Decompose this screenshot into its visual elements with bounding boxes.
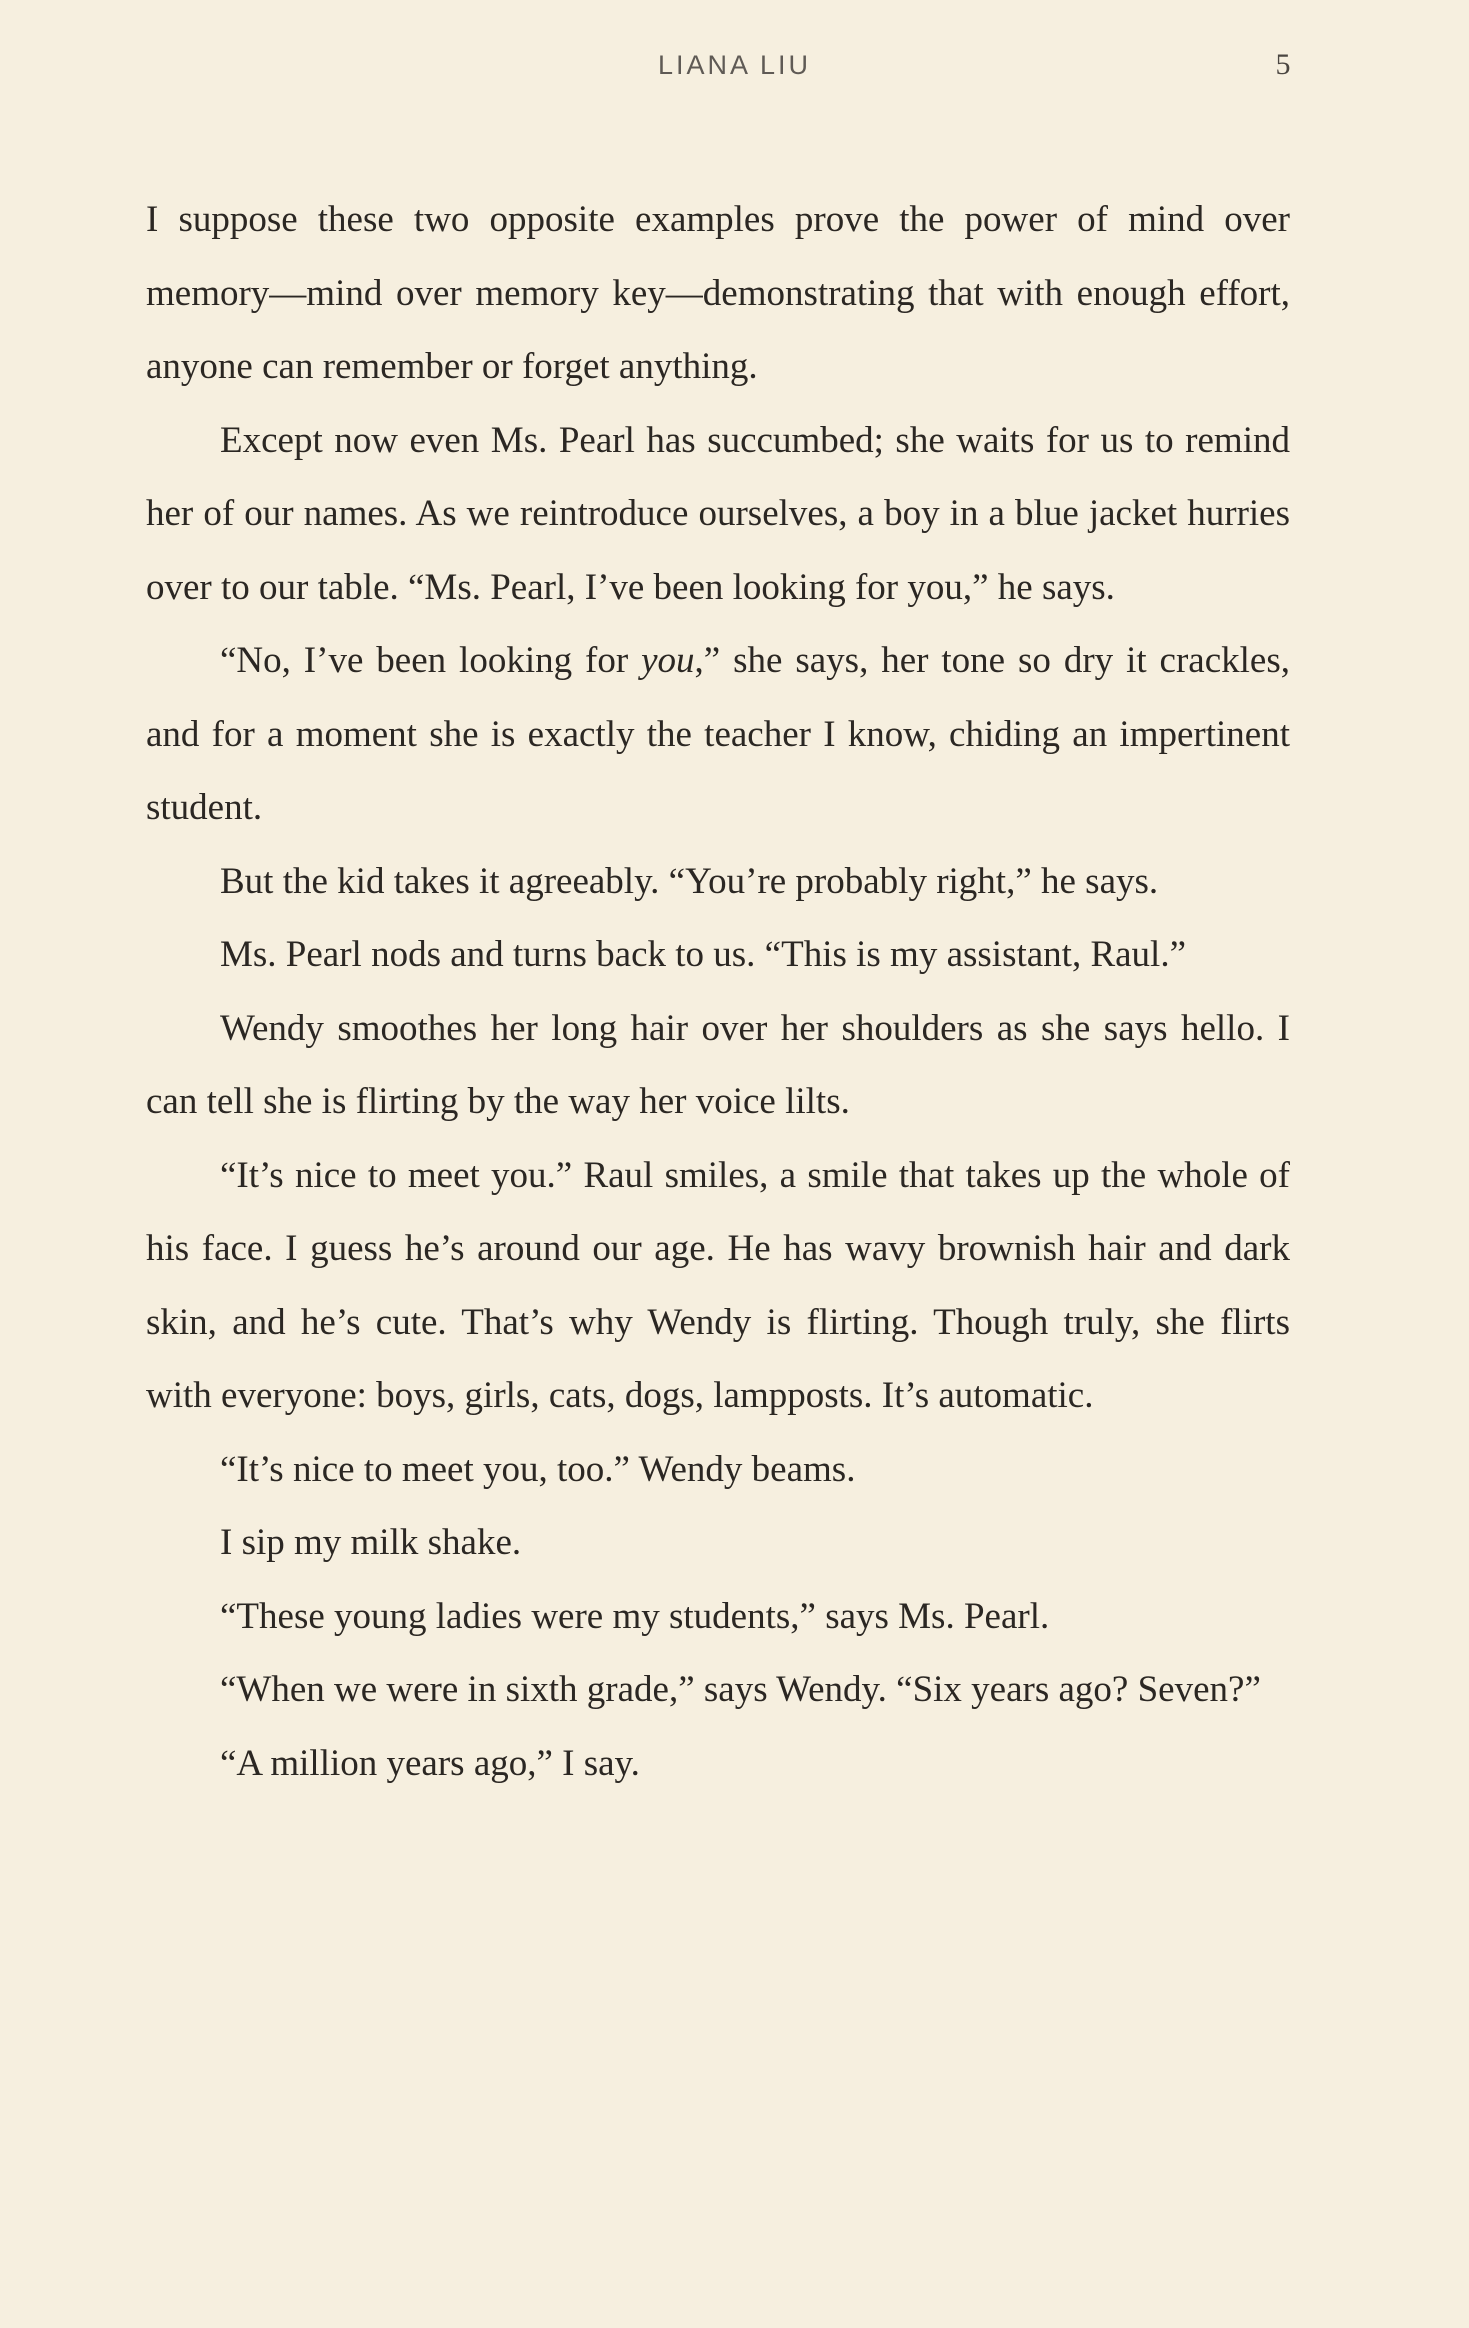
paragraph: “When we were in sixth grade,” says Wendy. “Six years ago? Seven?” xyxy=(220,1669,1261,1710)
paragraph: Ms. Pearl nods and turns back to us. “This is my assistant, Raul.” xyxy=(220,934,1187,975)
paragraph: “It’s nice to meet you, too.” Wendy beams. xyxy=(220,1448,856,1490)
paragraph: I suppose these two opposite examples prove the power of mind over memory—mind over memory key—demonstrating that with enough effort, anyone can remember or forget anything. xyxy=(146,199,1290,387)
paragraph: Wendy smoothes her long hair over her shoulders as she says hello. I can tell she is flirting by the way her voice lilts. xyxy=(146,1007,1290,1122)
page-number: 5 xyxy=(1275,48,1291,81)
paragraph: Except now even Ms. Pearl has succumbed; she waits for us to remind her of our names. As we reintroduce ourselves, a boy in a blue jacket hurries over to our table. “Ms. Pearl, I’ve been looking for you,” he says. xyxy=(146,419,1290,608)
running-head xyxy=(0,45,1469,85)
paragraph: “These young ladies were my students,” says Ms. Pearl. xyxy=(220,1595,1050,1637)
paragraph: “A million years ago,” I say. xyxy=(220,1742,640,1784)
paragraph xyxy=(146,624,1290,845)
paragraph: But the kid takes it agreeably. “You’re probably right,” he says. xyxy=(220,860,1159,902)
paragraph: I sip my milk shake. xyxy=(220,1522,522,1563)
paragraph-text-before: “No, I’ve been looking for xyxy=(220,640,642,681)
paragraph: “It’s nice to meet you.” Raul smiles, a smile that takes up the whole of his face. I guess he’s around our age. He has wavy brownish hair and dark skin, and he’s cute. That’s why Wendy is flirting. Though truly, she flirts with everyone: boys, girls, cats, dogs, lampposts. It’s automatic. xyxy=(146,1154,1290,1416)
body-text xyxy=(146,183,1290,1800)
paragraph-text-after: ,” she says, her tone so dry it crackles, and for a moment she is exactly the teacher I know, chiding an impertinent student. xyxy=(146,640,1290,828)
author-name: LIANA LIU xyxy=(657,50,812,80)
italic-text: you xyxy=(641,640,695,681)
